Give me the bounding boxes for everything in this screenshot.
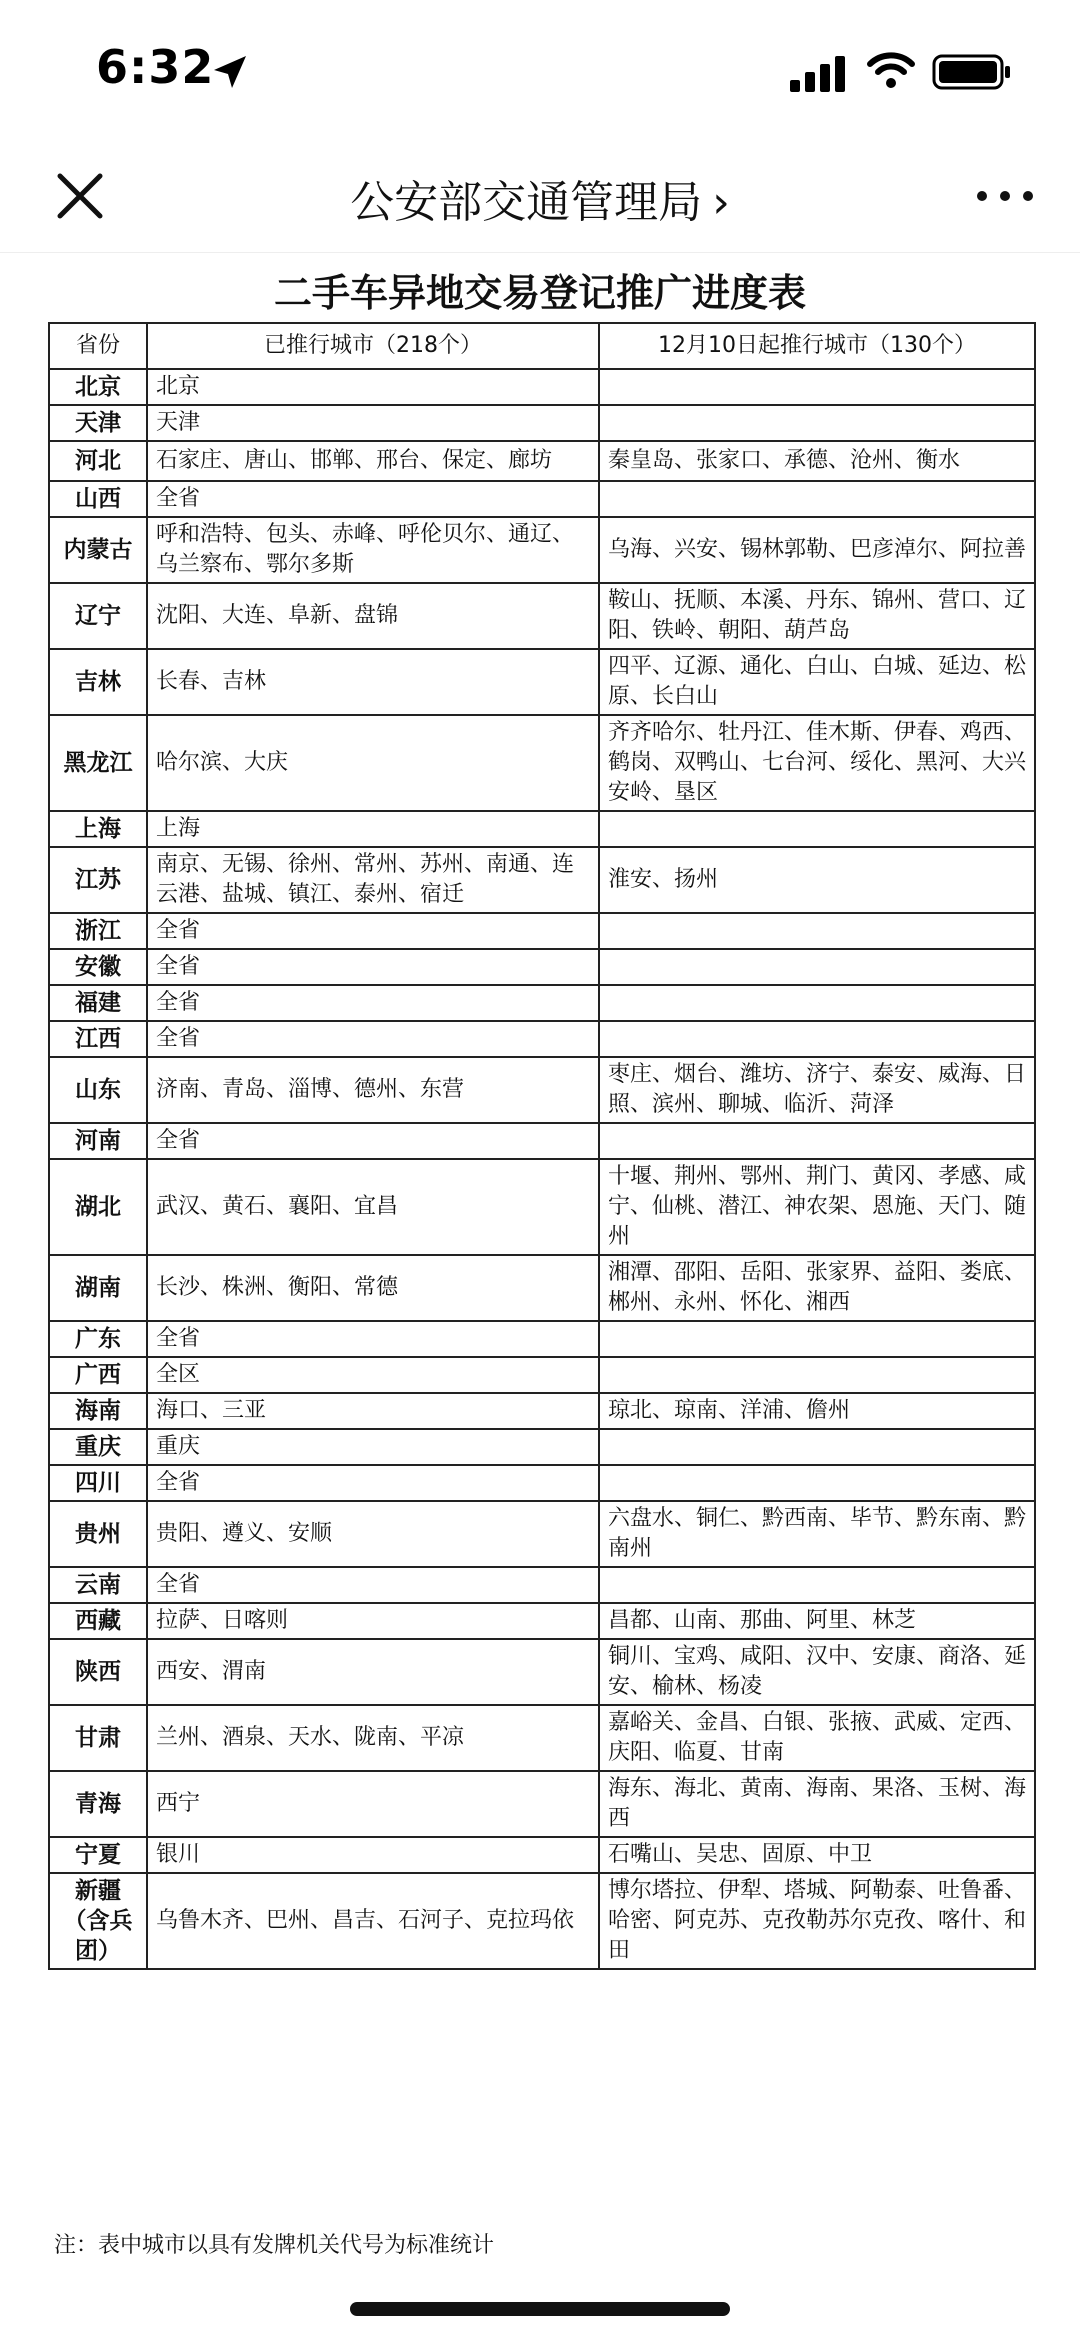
table-row xyxy=(49,985,1035,1021)
province-cell: 广西 xyxy=(49,1357,147,1393)
current-cities-cell: 哈尔滨、大庆 xyxy=(147,715,599,811)
province-cell: 辽宁 xyxy=(49,583,147,649)
upcoming-cities-cell: 齐齐哈尔、牡丹江、佳木斯、伊春、鸡西、鹤岗、双鸭山、七台河、绥化、黑河、大兴安岭、垦区 xyxy=(599,715,1035,811)
upcoming-cities-cell xyxy=(599,369,1035,405)
province-cell: 云南 xyxy=(49,1567,147,1603)
province-cell: 宁夏 xyxy=(49,1837,147,1873)
battery-icon xyxy=(932,52,1012,92)
upcoming-cities-cell xyxy=(599,1123,1035,1159)
registration-table xyxy=(48,322,1036,1970)
table-row xyxy=(49,715,1035,811)
current-cities-cell: 拉萨、日喀则 xyxy=(147,1603,599,1639)
current-cities-cell: 北京 xyxy=(147,369,599,405)
current-cities-cell: 天津 xyxy=(147,405,599,441)
province-cell: 江苏 xyxy=(49,847,147,913)
current-cities-cell: 全省 xyxy=(147,481,599,517)
current-cities-cell: 西安、渭南 xyxy=(147,1639,599,1705)
upcoming-cities-cell: 博尔塔拉、伊犁、塔城、阿勒泰、吐鲁番、哈密、阿克苏、克孜勒苏尔克孜、喀什、和田 xyxy=(599,1873,1035,1969)
upcoming-cities-cell: 昌都、山南、那曲、阿里、林芝 xyxy=(599,1603,1035,1639)
table-row xyxy=(49,481,1035,517)
province-cell: 内蒙古 xyxy=(49,517,147,583)
document-title: 二手车异地交易登记推广进度表 xyxy=(273,270,806,315)
upcoming-cities-cell: 海东、海北、黄南、海南、果洛、玉树、海西 xyxy=(599,1771,1035,1837)
table-row xyxy=(49,405,1035,441)
wifi-icon xyxy=(866,50,916,90)
cellular-signal-icon xyxy=(788,56,848,92)
upcoming-cities-cell xyxy=(599,1021,1035,1057)
upcoming-cities-cell xyxy=(599,985,1035,1021)
table-row xyxy=(49,1057,1035,1123)
upcoming-cities-cell: 秦皇岛、张家口、承德、沧州、衡水 xyxy=(599,441,1035,481)
table-row xyxy=(49,1321,1035,1357)
table-row xyxy=(49,1021,1035,1057)
province-cell: 山东 xyxy=(49,1057,147,1123)
table-row xyxy=(49,949,1035,985)
table-row xyxy=(49,441,1035,481)
current-cities-cell: 全省 xyxy=(147,949,599,985)
upcoming-cities-cell xyxy=(599,405,1035,441)
upcoming-cities-cell: 乌海、兴安、锡林郭勒、巴彦淖尔、阿拉善 xyxy=(599,517,1035,583)
home-indicator xyxy=(350,2302,730,2316)
table-row xyxy=(49,1705,1035,1771)
table-row xyxy=(49,1357,1035,1393)
nav-title-text: 公安部交通管理局 xyxy=(350,177,703,228)
table-row xyxy=(49,847,1035,913)
status-bar xyxy=(0,0,1080,140)
table-row xyxy=(49,517,1035,583)
province-cell: 天津 xyxy=(49,405,147,441)
upcoming-cities-cell xyxy=(599,1429,1035,1465)
province-cell: 福建 xyxy=(49,985,147,1021)
upcoming-cities-cell: 湘潭、邵阳、岳阳、张家界、益阳、娄底、郴州、永州、怀化、湘西 xyxy=(599,1255,1035,1321)
table-row xyxy=(49,913,1035,949)
current-cities-cell: 全省 xyxy=(147,1567,599,1603)
province-cell: 黑龙江 xyxy=(49,715,147,811)
current-cities-cell: 长春、吉林 xyxy=(147,649,599,715)
current-cities-cell: 重庆 xyxy=(147,1429,599,1465)
current-cities-cell: 沈阳、大连、阜新、盘锦 xyxy=(147,583,599,649)
table-row xyxy=(49,1567,1035,1603)
table-row xyxy=(49,1255,1035,1321)
nav-bar xyxy=(0,140,1080,253)
status-time: 6:32 xyxy=(96,40,215,94)
table-footnote: 注：表中城市以具有发牌机关代号为标准统计 xyxy=(54,2233,495,2258)
current-cities-cell: 兰州、酒泉、天水、陇南、平凉 xyxy=(147,1705,599,1771)
upcoming-cities-cell: 石嘴山、吴忠、固原、中卫 xyxy=(599,1837,1035,1873)
province-cell: 江西 xyxy=(49,1021,147,1057)
upcoming-cities-cell xyxy=(599,1321,1035,1357)
header-current-cities: 已推行城市（218个） xyxy=(147,323,599,369)
province-cell: 山西 xyxy=(49,481,147,517)
current-cities-cell: 乌鲁木齐、巴州、昌吉、石河子、克拉玛依 xyxy=(147,1873,599,1969)
province-cell: 河北 xyxy=(49,441,147,481)
current-cities-cell: 全区 xyxy=(147,1357,599,1393)
table-row xyxy=(49,1501,1035,1567)
current-cities-cell: 海口、三亚 xyxy=(147,1393,599,1429)
table-row xyxy=(49,1393,1035,1429)
table-row xyxy=(49,1603,1035,1639)
upcoming-cities-cell: 嘉峪关、金昌、白银、张掖、武威、定西、庆阳、临夏、甘南 xyxy=(599,1705,1035,1771)
table-row xyxy=(49,811,1035,847)
province-cell: 新疆（含兵团） xyxy=(49,1873,147,1969)
province-cell: 河南 xyxy=(49,1123,147,1159)
table-row xyxy=(49,1465,1035,1501)
table-row xyxy=(49,1123,1035,1159)
province-cell: 广东 xyxy=(49,1321,147,1357)
upcoming-cities-cell: 琼北、琼南、洋浦、儋州 xyxy=(599,1393,1035,1429)
table-row xyxy=(49,649,1035,715)
province-cell: 甘肃 xyxy=(49,1705,147,1771)
upcoming-cities-cell: 鞍山、抚顺、本溪、丹东、锦州、营口、辽阳、铁岭、朝阳、葫芦岛 xyxy=(599,583,1035,649)
table-row xyxy=(49,1159,1035,1255)
upcoming-cities-cell xyxy=(599,1567,1035,1603)
province-cell: 吉林 xyxy=(49,649,147,715)
upcoming-cities-cell: 淮安、扬州 xyxy=(599,847,1035,913)
table-row xyxy=(49,1873,1035,1969)
province-cell: 湖北 xyxy=(49,1159,147,1255)
upcoming-cities-cell: 枣庄、烟台、潍坊、济宁、泰安、威海、日照、滨州、聊城、临沂、菏泽 xyxy=(599,1057,1035,1123)
current-cities-cell: 长沙、株洲、衡阳、常德 xyxy=(147,1255,599,1321)
header-upcoming-cities: 12月10日起推行城市（130个） xyxy=(599,323,1035,369)
province-cell: 安徽 xyxy=(49,949,147,985)
more-button[interactable] xyxy=(970,166,1040,226)
province-cell: 北京 xyxy=(49,369,147,405)
table-row xyxy=(49,583,1035,649)
upcoming-cities-cell xyxy=(599,1357,1035,1393)
province-cell: 上海 xyxy=(49,811,147,847)
province-cell: 重庆 xyxy=(49,1429,147,1465)
more-dots-icon xyxy=(970,166,1040,226)
province-cell: 四川 xyxy=(49,1465,147,1501)
province-cell: 海南 xyxy=(49,1393,147,1429)
current-cities-cell: 全省 xyxy=(147,1021,599,1057)
upcoming-cities-cell xyxy=(599,811,1035,847)
province-cell: 贵州 xyxy=(49,1501,147,1567)
account-title-link[interactable] xyxy=(0,166,1080,230)
province-cell: 青海 xyxy=(49,1771,147,1837)
current-cities-cell: 南京、无锡、徐州、常州、苏州、南通、连云港、盐城、镇江、泰州、宿迁 xyxy=(147,847,599,913)
current-cities-cell: 贵阳、遵义、安顺 xyxy=(147,1501,599,1567)
current-cities-cell: 上海 xyxy=(147,811,599,847)
current-cities-cell: 济南、青岛、淄博、德州、东营 xyxy=(147,1057,599,1123)
current-cities-cell: 全省 xyxy=(147,913,599,949)
current-cities-cell: 全省 xyxy=(147,1123,599,1159)
table-row xyxy=(49,1837,1035,1873)
upcoming-cities-cell xyxy=(599,913,1035,949)
current-cities-cell: 全省 xyxy=(147,1321,599,1357)
table-row xyxy=(49,1429,1035,1465)
province-cell: 浙江 xyxy=(49,913,147,949)
current-cities-cell: 全省 xyxy=(147,1465,599,1501)
current-cities-cell: 全省 xyxy=(147,985,599,1021)
upcoming-cities-cell: 四平、辽源、通化、白山、白城、延边、松原、长白山 xyxy=(599,649,1035,715)
province-cell: 湖南 xyxy=(49,1255,147,1321)
header-province: 省份 xyxy=(49,323,147,369)
current-cities-cell: 银川 xyxy=(147,1837,599,1873)
table-header-row xyxy=(49,323,1035,369)
upcoming-cities-cell: 十堰、荆州、鄂州、荆门、黄冈、孝感、咸宁、仙桃、潜江、神农架、恩施、天门、随州 xyxy=(599,1159,1035,1255)
chevron-right-icon: › xyxy=(712,177,730,228)
table-row xyxy=(49,1771,1035,1837)
upcoming-cities-cell xyxy=(599,949,1035,985)
province-cell: 陕西 xyxy=(49,1639,147,1705)
province-cell: 西藏 xyxy=(49,1603,147,1639)
table-row xyxy=(49,369,1035,405)
current-cities-cell: 石家庄、唐山、邯郸、邢台、保定、廊坊 xyxy=(147,441,599,481)
current-cities-cell: 西宁 xyxy=(147,1771,599,1837)
upcoming-cities-cell xyxy=(599,481,1035,517)
current-cities-cell: 武汉、黄石、襄阳、宜昌 xyxy=(147,1159,599,1255)
location-arrow-icon xyxy=(210,52,250,92)
upcoming-cities-cell xyxy=(599,1465,1035,1501)
table-row xyxy=(49,1639,1035,1705)
current-cities-cell: 呼和浩特、包头、赤峰、呼伦贝尔、通辽、乌兰察布、鄂尔多斯 xyxy=(147,517,599,583)
upcoming-cities-cell: 六盘水、铜仁、黔西南、毕节、黔东南、黔南州 xyxy=(599,1501,1035,1567)
upcoming-cities-cell: 铜川、宝鸡、咸阳、汉中、安康、商洛、延安、榆林、杨凌 xyxy=(599,1639,1035,1705)
